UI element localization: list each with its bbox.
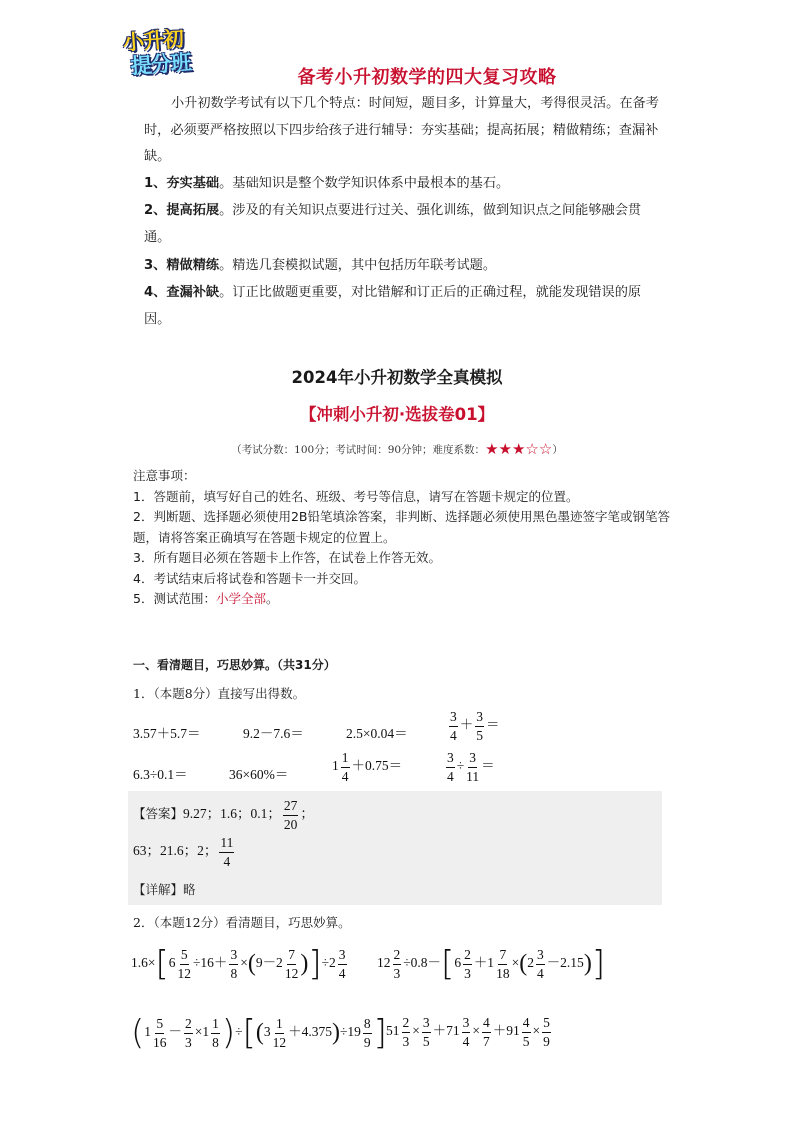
q1-item: 9.2－7.6＝ — [243, 726, 304, 741]
q1-item: $\frac{3}{4}$ ÷ $\frac{3}{11}$ ＝ — [447, 750, 495, 784]
star-empty-icon: ☆ — [538, 440, 553, 458]
tip-1: 1、夯实基础。基础知识是整个数学知识体系中最根本的基石。 — [144, 176, 510, 191]
note-item: 3．所有题目必须在答题卡上作答，在试卷上作答无效。 — [133, 550, 441, 565]
q2-expression-2: 12 $\frac{2}{3}$ ÷0.8－[6 $\frac{2}{3}$ ＋1 $\frac{7}{18}$ ×(2 $\frac{3}{4}$ －2.15)] — [377, 944, 606, 984]
note-item: 4．考试结束后将试卷和答题卡一并交回。 — [133, 570, 366, 586]
answer-detail: 【详解】略 — [133, 882, 196, 897]
tip-4: 4、查漏补缺。订正比做题更重要，对比错解和订正后的正确过程，就能发现错误的原因。 — [144, 285, 642, 327]
intro-paragraph: 小升初数学考试有以下几个特点：时间短，题目多，计算量大，考得很灵活。在备考时，必须要严格按照以下四步给孩子进行辅导：夯实基础；提高拓展；精做精练；查漏补缺。 — [144, 96, 659, 164]
answer-line-1: 【答案】9.27；1.6；0.1； $\frac{27}{20}$ ； — [133, 798, 314, 832]
tip-2: 2、提高拓展。涉及的有关知识点要进行过关、强化训练，做到知识点之间能够融会贯通。 — [144, 203, 642, 245]
q2-expression-4: 51 $\frac{2}{3}$ × $\frac{3}{5}$ ＋71 $\frac{3}{4}$ × $\frac{4}{7}$ ＋91 $\frac{4}{5}$ × $\frac{5}{9}$ — [386, 1015, 550, 1049]
q1-item: 36×60%＝ — [229, 767, 289, 782]
difficulty-stars — [485, 440, 553, 458]
note-item: 1．答题前，填写好自己的姓名、班级、考号等信息，请写在答题卡规定的位置。 — [133, 488, 579, 504]
star-empty-icon: ☆ — [525, 440, 539, 458]
q1-item: $\frac{3}{4}$ ＋ $\frac{3}{5}$ ＝ — [450, 709, 500, 743]
notes-block — [133, 466, 673, 610]
note-item-scope: 5．测试范围：小学全部。 — [133, 591, 279, 606]
exam-info: （考试分数：100分；考试时间：90分钟；难度系数：★★★☆☆） — [231, 440, 563, 458]
logo-line1: 小升初 — [122, 26, 184, 55]
question-1-stem: 1．（本题8分）直接写出得数。 — [133, 686, 306, 701]
q1-item: 2.5×0.04＝ — [346, 726, 408, 741]
q1-item: 1 $\frac{1}{4}$ ＋0.75＝ — [332, 750, 403, 784]
section-title: 一、看清题目，巧思妙算。（共31分） — [133, 658, 336, 672]
tip-3: 3、精做精练。精选几套模拟试题，其中包括历年联考试题。 — [144, 258, 497, 273]
q2-expression-3: (1 $\frac{5}{16}$ － $\frac{2}{3}$ ×1 $\frac{1}{8}$ )÷[(3 $\frac{1}{12}$ ＋4.375)÷19 $\frac{8}{9}$ ] — [131, 1013, 387, 1053]
notes-heading: 注意事项： — [133, 468, 196, 483]
exam-subtitle: 【冲刺小升初·选拔卷01】 — [299, 405, 495, 424]
logo-line2: 提分班 — [129, 50, 192, 79]
note-item: 2．判断题、选择题必须使用2B铅笔填涂答案，非判断、选择题必须使用黑色墨迹签字笔或钢笔答题，请将答案正确填写在答题卡规定的位置上。 — [133, 509, 670, 545]
q1-item: 6.3÷0.1＝ — [133, 767, 188, 782]
exam-title: 2024年小升初数学全真模拟 — [291, 368, 503, 387]
q1-item: 3.57＋5.7＝ — [133, 726, 201, 741]
q2-expression-1: 1.6×[6 $\frac{5}{12}$ ÷16＋ $\frac{3}{8}$ ×(9－2 $\frac{7}{12}$ )]÷2 $\frac{3}{4}$ — [131, 944, 346, 984]
question-2-stem: 2．（本题12分）看清题目，巧思妙算。 — [133, 915, 351, 930]
star-filled-icon: ★ — [498, 440, 512, 458]
star-filled-icon: ★ — [485, 440, 499, 458]
answer-line-2: 63；21.6；2； $\frac{11}{4}$ — [133, 835, 234, 869]
header-title: 备考小升初数学的四大复习攻略 — [297, 67, 557, 88]
star-filled-icon: ★ — [511, 440, 526, 458]
